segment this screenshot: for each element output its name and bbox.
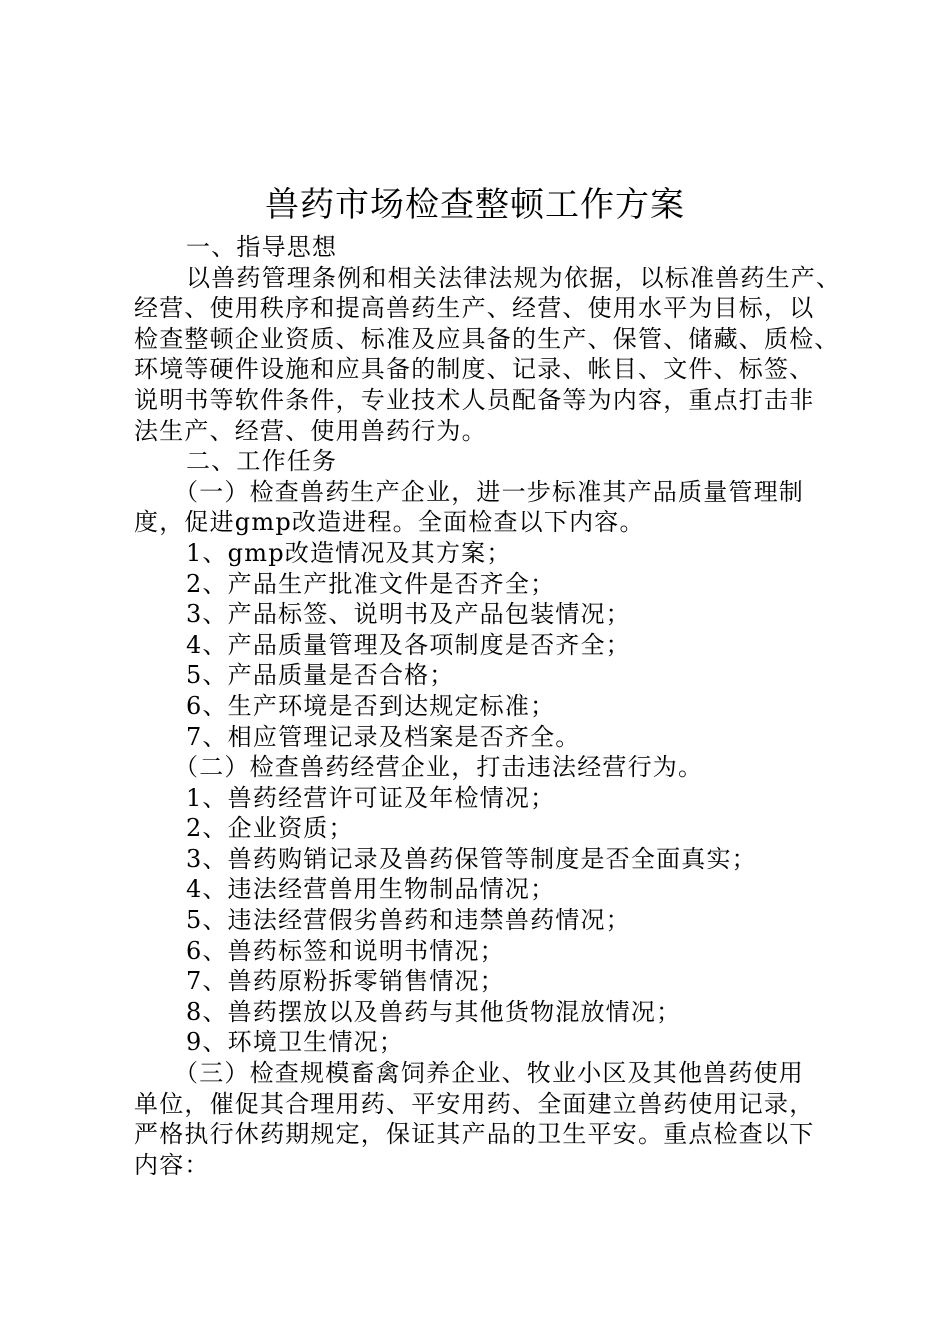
paragraph-line: 以兽药管理条例和相关法律法规为依据，以标准兽药生产、	[186, 263, 842, 292]
list-item: 6、生产环境是否到达规定标准；	[186, 691, 556, 720]
paragraph-line: 说明书等软件条件，专业技术人员配备等为内容，重点打击非	[134, 385, 815, 414]
list-item: 4、产品质量管理及各项制度是否齐全；	[186, 630, 631, 659]
subsection-heading-usage: （三）检查规模畜禽饲养企业、牧业小区及其他兽药使用	[174, 1059, 804, 1088]
document-body	[134, 232, 842, 1180]
list-item: 7、兽药原粉拆零销售情况；	[186, 967, 505, 996]
list-item: 5、违法经营假劣兽药和违禁兽药情况；	[186, 906, 631, 935]
list-item: 9、环境卫生情况；	[186, 1028, 405, 1057]
subsection-heading-production: （一）检查兽药生产企业，进一步标准其产品质量管理制	[174, 477, 804, 506]
list-item: 4、违法经营兽用生物制品情况；	[186, 875, 556, 904]
list-item: 1、gmp改造情况及其方案；	[186, 538, 512, 567]
paragraph-line: 内容：	[134, 1150, 210, 1179]
list-item: 2、产品生产批准文件是否齐全；	[186, 569, 556, 598]
list-item: 3、产品标签、说明书及产品包装情况；	[186, 600, 631, 629]
paragraph-line: 单位，催促其合理用药、平安用药、全面建立兽药使用记录，	[134, 1089, 815, 1118]
list-item: 8、兽药摆放以及兽药与其他货物混放情况；	[186, 997, 682, 1026]
paragraph-line: 检查整顿企业资质、标准及应具备的生产、保管、储藏、质检、	[134, 324, 840, 353]
subsection-heading-distribution: （二）检查兽药经营企业，打击违法经营行为。	[174, 753, 704, 782]
section-heading-guiding-ideology: 一、指导思想	[186, 233, 338, 261]
list-item: 6、兽药标签和说明书情况；	[186, 936, 505, 965]
paragraph-line: 法生产、经营、使用兽药行为。	[134, 416, 487, 445]
paragraph-line: 度，促进gmp改造进程。全面检查以下内容。	[134, 508, 645, 537]
list-item: 3、兽药购销记录及兽药保管等制度是否全面真实；	[186, 844, 757, 873]
list-item: 1、兽药经营许可证及年检情况；	[186, 783, 556, 812]
document-title: 兽药市场检查整顿工作方案	[265, 185, 685, 225]
paragraph-line: 环境等硬件设施和应具备的制度、记录、帐目、文件、标签、	[134, 355, 815, 384]
list-item: 5、产品质量是否合格；	[186, 661, 455, 690]
list-item: 2、企业资质；	[186, 814, 354, 843]
paragraph-line: 严格执行休药期规定，保证其产品的卫生平安。重点检查以下	[134, 1120, 815, 1149]
list-item: 7、相应管理记录及档案是否齐全。	[186, 722, 581, 751]
section-heading-work-tasks: 二、工作任务	[186, 447, 338, 476]
paragraph-line: 经营、使用秩序和提高兽药生产、经营、使用水平为目标，以	[134, 294, 815, 323]
